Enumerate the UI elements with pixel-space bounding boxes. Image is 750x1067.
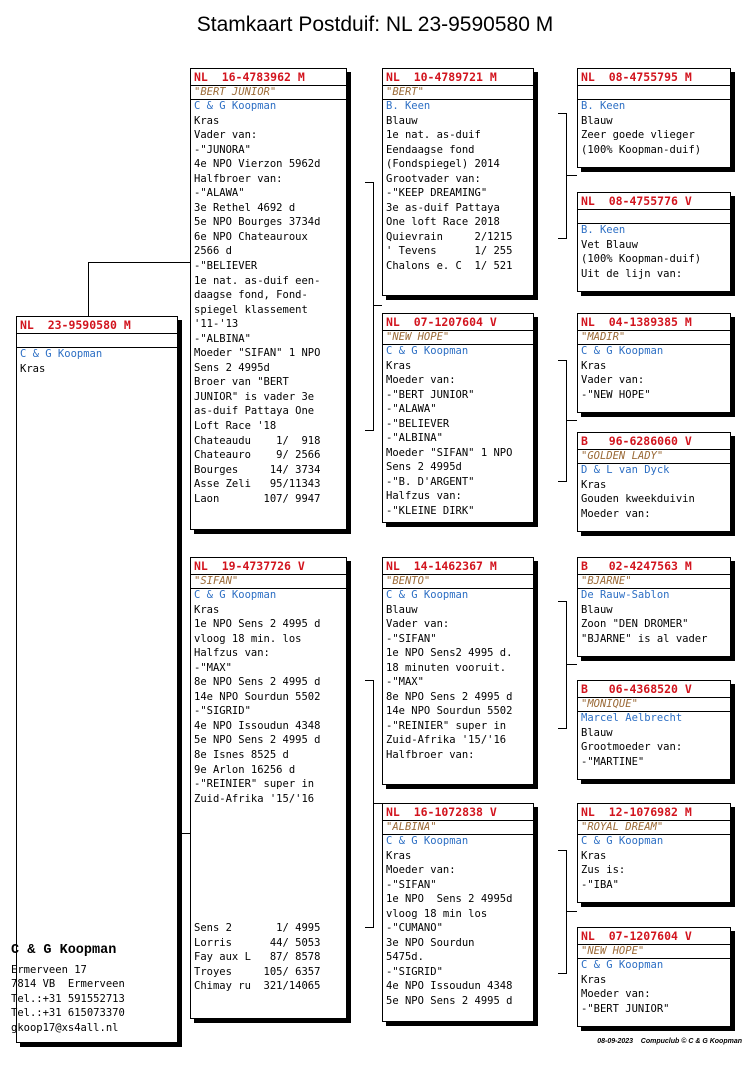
pigeon-card-dds	[577, 803, 731, 903]
note-line: Chalons e. C 1/ 521	[386, 259, 513, 272]
note-line: -"IBA"	[581, 878, 619, 891]
address-line: 7814 VB Ermerveen	[11, 978, 125, 991]
result-line: Sens 2 1/ 4995	[194, 922, 321, 934]
note-line: Chateauro 9/ 2566	[194, 449, 321, 462]
note-line: -"JUNORA"	[194, 143, 251, 156]
pigeon-card-sss	[577, 68, 731, 168]
note-line: Kras	[581, 849, 607, 862]
note-line: Grootmoeder van:	[581, 741, 683, 754]
pigeon-card-dss	[577, 557, 731, 657]
connector	[88, 262, 190, 263]
note-line: 8e Isnes 8525 d	[194, 748, 289, 761]
pigeon-card-sire-dam	[382, 313, 534, 523]
owner-name: C & G Koopman	[11, 943, 117, 958]
note-line: Grootvader van:	[386, 172, 481, 185]
note-line: -"KEEP DREAMING"	[386, 187, 488, 200]
note-line: Moeder van:	[386, 864, 456, 877]
note-line: Gouden kweekduivin	[581, 493, 695, 506]
nickname	[578, 86, 730, 99]
pigeon-notes	[191, 114, 346, 507]
nickname: "MADIR"	[581, 331, 626, 343]
note-line: 3e NPO Sourdun	[386, 936, 475, 949]
nickname: "ROYAL DREAM"	[581, 821, 664, 833]
note-line: (Fondspiegel) 2014	[386, 158, 500, 171]
ring-number: NL 14-1462367 M	[383, 558, 533, 575]
nickname: "BENTO"	[386, 575, 431, 587]
note-line: 14e NPO Sourdun 5502	[386, 705, 513, 718]
note-line: -"B. D'ARGENT"	[386, 475, 475, 488]
note-line: Zeer goede vlieger	[581, 129, 695, 142]
note-line: Kras	[386, 849, 412, 862]
pigeon-notes	[578, 478, 730, 522]
note-line: (100% Koopman-duif)	[581, 143, 702, 156]
note-line: Kras	[194, 603, 220, 616]
breeder-name: C & G Koopman	[581, 835, 664, 847]
owner-contact	[11, 944, 125, 1036]
note-line: 1e NPO Sens 2 4995d	[386, 893, 513, 906]
note-line: "BJARNE" is al vader	[581, 632, 708, 645]
ring-number: NL 08-4755776 V	[578, 193, 730, 210]
note-line: -"MAX"	[194, 661, 232, 674]
pigeon-notes	[383, 359, 533, 519]
note-line: -"BERT JUNIOR"	[386, 388, 475, 401]
note-line: 14e NPO Sourdun 5502	[194, 690, 321, 703]
connector	[365, 680, 374, 928]
note-line: ' Tevens 1/ 255	[386, 245, 513, 258]
pigeon-card-sire-sire	[382, 68, 534, 296]
note-line: JUNIOR" is vader 3e	[194, 390, 315, 403]
race-results	[191, 921, 320, 994]
pigeon-notes	[578, 973, 730, 1017]
note-line: Bourges 14/ 3734	[194, 463, 321, 476]
pigeon-notes	[383, 114, 533, 274]
note-line: Halfbroer van:	[386, 748, 475, 761]
pigeon-card-dam	[190, 557, 347, 1019]
note-line: 9e Arlon 16256 d	[194, 763, 296, 776]
note-line: -"ALBINA"	[386, 432, 443, 445]
note-line: Blauw	[581, 114, 613, 127]
note-line: Moeder "SIFAN" 1 NPO	[194, 347, 321, 360]
note-line: -"CUMANO"	[386, 922, 443, 935]
note-line: as-duif Pattaya One	[194, 405, 315, 418]
pigeon-card-sire	[190, 68, 347, 530]
note-line: -"SIGRID"	[386, 965, 443, 978]
ring-number: NL 08-4755795 M	[578, 69, 730, 86]
pigeon-notes	[191, 603, 346, 807]
note-line: -"MAX"	[386, 676, 424, 689]
note-line: spiegel klassement	[194, 303, 308, 316]
nickname: "ALBINA"	[386, 821, 437, 833]
connector	[567, 911, 577, 912]
ring-number: B 06-4368520 V	[578, 681, 730, 698]
breeder-name: B. Keen	[581, 100, 626, 112]
breeder-name: B. Keen	[386, 100, 431, 112]
note-line: Sens 2 4995d	[194, 361, 270, 374]
pigeon-notes	[17, 362, 177, 377]
note-line: 1e NPO Sens2 4995 d.	[386, 647, 513, 660]
note-line: Halfbroer van:	[194, 172, 283, 185]
nickname: "BJARNE"	[581, 575, 632, 587]
phone-line: Tel.:+31 591552713	[11, 992, 125, 1005]
pigeon-card-sds	[577, 313, 731, 413]
note-line: Kras	[581, 973, 607, 986]
note-line: 1e nat. as-duif een-	[194, 274, 321, 287]
note-line: Uit de lijn van:	[581, 267, 683, 280]
connector	[374, 803, 382, 804]
note-line: -"BELIEVER	[386, 417, 450, 430]
connector	[365, 182, 374, 431]
pigeon-notes	[383, 603, 533, 763]
connector	[567, 664, 577, 665]
pigeon-notes	[383, 849, 533, 1009]
ring-number: NL 16-4783962 M	[191, 69, 346, 86]
note-line: 8e NPO Sens 2 4995 d	[386, 690, 513, 703]
connector	[558, 850, 567, 974]
pigeon-card-ssd	[577, 192, 731, 292]
pigeon-notes	[578, 849, 730, 893]
ring-number: B 96-6286060 V	[578, 433, 730, 450]
note-line: Moeder van:	[581, 988, 651, 1001]
note-line: Kras	[20, 362, 46, 375]
breeder-name: C & G Koopman	[386, 589, 469, 601]
note-line: 4e NPO Issoudun 4348	[386, 980, 513, 993]
note-line: -"MARTINE"	[581, 755, 645, 768]
ring-number: NL 16-1072838 V	[383, 804, 533, 821]
note-line: Vader van:	[194, 129, 258, 142]
connector	[88, 262, 89, 316]
note-line: Moeder "SIFAN" 1 NPO	[386, 446, 513, 459]
note-line: Vader van:	[581, 374, 645, 387]
breeder-name: C & G Koopman	[194, 100, 277, 112]
note-line: -"ALAWA"	[194, 187, 245, 200]
footer-credit: 08-09-2023 Compuclub © C & G Koopman	[597, 1038, 742, 1045]
note-line: Asse Zeli 95/11343	[194, 478, 321, 491]
pigeon-notes	[578, 359, 730, 403]
ring-number: NL 10-4789721 M	[383, 69, 533, 86]
breeder-name: C & G Koopman	[581, 959, 664, 971]
nickname	[578, 210, 730, 223]
note-line: 2566 d	[194, 245, 232, 258]
note-line: 5e NPO Bourges 3734d	[194, 216, 321, 229]
note-line: Vader van:	[386, 618, 450, 631]
breeder-name: C & G Koopman	[20, 348, 103, 360]
note-line: -"BELIEVER	[194, 259, 258, 272]
note-line: 18 minuten vooruit.	[386, 661, 507, 674]
pigeon-card-dsd	[577, 680, 731, 780]
breeder-name: C & G Koopman	[386, 835, 469, 847]
note-line: Halfzus van:	[194, 647, 270, 660]
pigeon-card-subject	[16, 316, 178, 1043]
breeder-name: C & G Koopman	[581, 345, 664, 357]
email-line: gkoop17@xs4all.nl	[11, 1021, 119, 1034]
note-line: Zoon "DEN DROMER"	[581, 618, 689, 631]
note-line: Sens 2 4995d	[386, 461, 462, 474]
note-line: Kras	[386, 359, 412, 372]
breeder-name: D & L van Dyck	[581, 464, 670, 476]
breeder-name: B. Keen	[581, 224, 626, 236]
note-line: Chateaudu 1/ 918	[194, 434, 321, 447]
note-line: 5475d.	[386, 951, 424, 964]
note-line: 1e NPO Sens 2 4995 d	[194, 618, 321, 631]
note-line: -"ALAWA"	[386, 403, 437, 416]
pigeon-notes	[578, 726, 730, 770]
ring-number: NL 07-1207604 V	[383, 314, 533, 331]
note-line: -"SIFAN"	[386, 878, 437, 891]
note-line: -"NEW HOPE"	[581, 388, 651, 401]
phone-line: Tel.:+31 615073370	[11, 1007, 125, 1020]
note-line: daagse fond, Fond-	[194, 289, 308, 302]
note-line: -"REINIER" super in	[194, 778, 315, 791]
note-line: One loft Race 2018	[386, 216, 500, 229]
note-line: Vet Blauw	[581, 238, 638, 251]
pigeon-card-ddd	[577, 927, 731, 1027]
breeder-name: C & G Koopman	[386, 345, 469, 357]
note-line: vloog 18 min los	[386, 907, 488, 920]
note-line: 3e as-duif Pattaya	[386, 201, 500, 214]
note-line: 6e NPO Chateauroux	[194, 230, 308, 243]
connector	[374, 305, 382, 306]
note-line: 4e NPO Issoudun 4348	[194, 719, 321, 732]
note-line: Blauw	[581, 603, 613, 616]
note-line: -"SIFAN"	[386, 632, 437, 645]
note-line: 3e Rethel 4692 d	[194, 201, 296, 214]
connector	[558, 113, 567, 239]
ring-number: B 02-4247563 M	[578, 558, 730, 575]
note-line: Loft Race '18	[194, 419, 277, 432]
note-line: Broer van "BERT	[194, 376, 289, 389]
note-line: 5e NPO Sens 2 4995 d	[194, 734, 321, 747]
note-line: -"SIGRID"	[194, 705, 251, 718]
note-line: Zus is:	[581, 864, 626, 877]
connector	[567, 420, 577, 421]
note-line: -"REINIER" super in	[386, 719, 507, 732]
nickname: "NEW HOPE"	[386, 331, 450, 343]
nickname	[17, 334, 177, 347]
pigeon-notes	[578, 114, 730, 158]
note-line: 1e nat. as-duif	[386, 129, 481, 142]
note-line: vloog 18 min. los	[194, 632, 302, 645]
pigeon-notes	[578, 238, 730, 282]
note-line: Kras	[581, 478, 607, 491]
result-line: Fay aux L 87/ 8578	[194, 951, 321, 964]
note-line: Moeder van:	[386, 374, 456, 387]
ring-number: NL 12-1076982 M	[578, 804, 730, 821]
pigeon-card-dam-dam	[382, 803, 534, 1022]
note-line: -"ALBINA"	[194, 332, 251, 345]
connector	[558, 360, 567, 482]
ring-number: NL 04-1389385 M	[578, 314, 730, 331]
note-line: Eendaagse fond	[386, 143, 475, 156]
note-line: Quievrain 2/1215	[386, 230, 513, 243]
note-line: 4e NPO Vierzon 5962d	[194, 158, 321, 171]
note-line: 8e NPO Sens 2 4995 d	[194, 676, 321, 689]
nickname: "SIFAN"	[194, 575, 239, 587]
ring-number: NL 23-9590580 M	[17, 317, 177, 334]
note-line: -"BERT JUNIOR"	[581, 1002, 670, 1015]
note-line: Blauw	[386, 603, 418, 616]
note-line: '11-'13	[194, 318, 239, 331]
note-line: Zuid-Afrika '15/'16	[194, 792, 315, 805]
nickname: "NEW HOPE"	[581, 945, 645, 957]
note-line: -"KLEINE DIRK"	[386, 504, 475, 517]
page-title: Stamkaart Postduif: NL 23-9590580 M	[196, 13, 554, 36]
connector	[558, 601, 567, 729]
pigeon-card-sdd	[577, 432, 731, 532]
note-line: Kras	[194, 114, 220, 127]
breeder-name: De Rauw-Sablon	[581, 589, 670, 601]
note-line: Kras	[581, 359, 607, 372]
nickname: "BERT JUNIOR"	[194, 86, 277, 98]
note-line: (100% Koopman-duif)	[581, 253, 702, 266]
note-line: Blauw	[581, 726, 613, 739]
note-line: 5e NPO Sens 2 4995 d	[386, 994, 513, 1007]
ring-number: NL 07-1207604 V	[578, 928, 730, 945]
pigeon-notes	[578, 603, 730, 647]
result-line: Lorris 44/ 5053	[194, 936, 321, 949]
breeder-name: Marcel Aelbrecht	[581, 712, 683, 724]
note-line: Zuid-Afrika '15/'16	[386, 734, 507, 747]
address-line: Ermerveen 17	[11, 963, 87, 976]
connector	[567, 175, 577, 176]
result-line: Chimay ru 321/14065	[194, 980, 321, 993]
note-line: Halfzus van:	[386, 490, 462, 503]
note-line: Laon 107/ 9947	[194, 492, 321, 505]
pigeon-card-dam-sire	[382, 557, 534, 785]
nickname: "MONIQUE"	[581, 698, 638, 710]
breeder-name: C & G Koopman	[194, 589, 277, 601]
ring-number: NL 19-4737726 V	[191, 558, 346, 575]
result-line: Troyes 105/ 6357	[194, 965, 321, 978]
nickname: "BERT"	[386, 86, 424, 98]
note-line: Blauw	[386, 114, 418, 127]
nickname: "GOLDEN LADY"	[581, 450, 664, 462]
note-line: Moeder van:	[581, 507, 651, 520]
